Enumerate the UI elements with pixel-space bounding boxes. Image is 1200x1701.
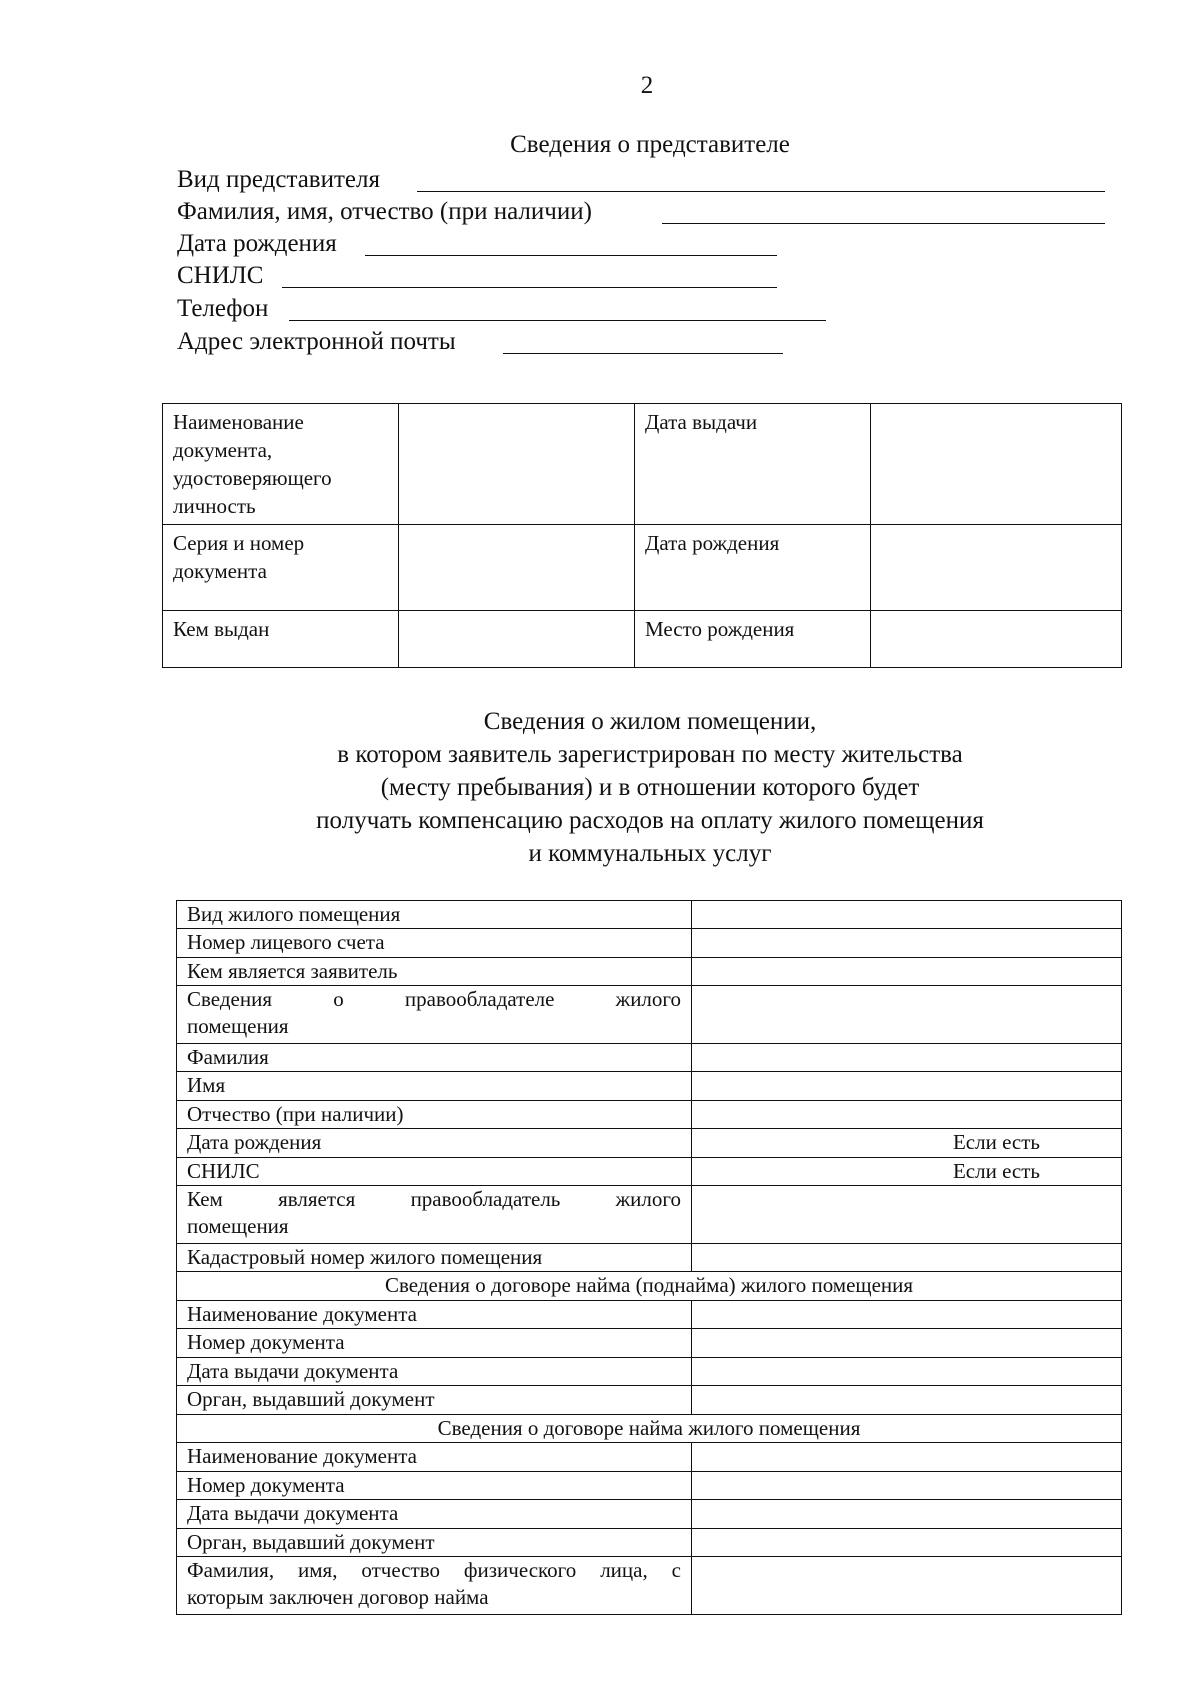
value-issued-by[interactable] xyxy=(399,611,635,668)
title-line: в котором заявитель зарегистрирован по месту жительства xyxy=(337,741,963,768)
row-label: Имя xyxy=(177,1072,692,1101)
row-label: Орган, выдавший документ xyxy=(177,1386,692,1415)
identity-document-table xyxy=(162,403,1122,668)
row-label xyxy=(177,986,692,1044)
table-row xyxy=(177,1329,1122,1358)
page-number: 2 xyxy=(640,72,654,99)
section-heading: Сведения о договоре найма жилого помещения xyxy=(177,1415,1122,1443)
table-row xyxy=(177,1101,1122,1129)
table-row xyxy=(177,1044,1122,1072)
row-label: Наименование документа xyxy=(177,1301,692,1329)
section-heading: Сведения о договоре найма (поднайма) жилого помещения xyxy=(177,1272,1122,1301)
row-value[interactable] xyxy=(692,1244,1122,1272)
row-label: СНИЛС xyxy=(177,1158,692,1186)
title-line: и коммунальных услуг xyxy=(528,840,772,867)
field-representative-snils xyxy=(177,261,263,291)
fill-line[interactable] xyxy=(289,320,826,321)
row-value[interactable] xyxy=(692,1186,1122,1244)
field-representative-type xyxy=(177,165,380,195)
row-label: Кем является заявитель xyxy=(177,958,692,986)
field-representative-full-name xyxy=(177,197,592,227)
table-row xyxy=(177,1244,1122,1272)
row-value[interactable] xyxy=(692,1329,1122,1358)
row-label: Дата рождения xyxy=(177,1129,692,1158)
row-label xyxy=(177,1557,692,1615)
row-label: Номер документа xyxy=(177,1329,692,1358)
table-row xyxy=(177,1386,1122,1415)
table-row xyxy=(177,929,1122,958)
label-issue-date: Дата выдачи xyxy=(635,404,871,525)
row-value[interactable] xyxy=(692,1072,1122,1101)
row-value[interactable] xyxy=(692,1443,1122,1472)
table-row xyxy=(177,1443,1122,1472)
section-row xyxy=(177,1272,1122,1301)
value-series-number[interactable] xyxy=(399,525,635,611)
field-label: Дата рождения xyxy=(177,230,337,257)
table-row xyxy=(177,1129,1122,1158)
field-representative-phone xyxy=(177,294,268,324)
fill-line[interactable] xyxy=(662,223,1105,224)
representative-section-title: Сведения о представителе xyxy=(510,131,790,158)
row-label: Вид жилого помещения xyxy=(177,901,692,929)
field-label: Адрес электронной почты xyxy=(177,328,456,355)
table-row xyxy=(177,1472,1122,1500)
table-row xyxy=(177,1500,1122,1529)
table-row xyxy=(177,986,1122,1044)
field-label: Фамилия, имя, отчество (при наличии) xyxy=(177,198,592,225)
row-value[interactable] xyxy=(692,1386,1122,1415)
table-row xyxy=(177,1158,1122,1186)
fill-line[interactable] xyxy=(417,191,1105,192)
table-row xyxy=(177,1358,1122,1386)
field-label: Телефон xyxy=(177,295,269,322)
row-label-line: помещения xyxy=(187,1214,289,1238)
table-row xyxy=(177,1557,1122,1615)
label-doc-name: Наименование документа, удостоверяющего личность xyxy=(163,404,399,525)
label-series-number: Серия и номер документа xyxy=(163,525,399,611)
row-value[interactable] xyxy=(692,1301,1122,1329)
housing-section-title xyxy=(0,705,1200,870)
field-representative-email xyxy=(177,327,456,357)
value-birth-date[interactable] xyxy=(871,525,1122,611)
row-label: Орган, выдавший документ xyxy=(177,1529,692,1557)
row-label-line: Сведения о правообладателе жилого xyxy=(187,987,681,1011)
row-label: Дата выдачи документа xyxy=(177,1500,692,1529)
row-value[interactable] xyxy=(692,1472,1122,1500)
row-label: Дата выдачи документа xyxy=(177,1358,692,1386)
table-row xyxy=(177,1072,1122,1101)
table-row xyxy=(177,901,1122,929)
row-label xyxy=(177,1186,692,1244)
row-value[interactable] xyxy=(692,1500,1122,1529)
title-line: Сведения о жилом помещении, xyxy=(483,708,817,735)
field-representative-birth-date xyxy=(177,229,337,259)
row-label-line: Кем является правообладатель жилого xyxy=(187,1187,681,1211)
title-line: (месту пребывания) и в отношении которого будет xyxy=(380,774,920,801)
row-value[interactable] xyxy=(692,1529,1122,1557)
housing-table xyxy=(176,900,1122,1615)
field-label: Вид представителя xyxy=(177,166,380,193)
value-doc-name[interactable] xyxy=(399,404,635,525)
row-value[interactable] xyxy=(692,986,1122,1044)
row-label-line: которым заключен договор найма xyxy=(187,1585,489,1609)
fill-line[interactable] xyxy=(503,353,783,354)
row-label: Фамилия xyxy=(177,1044,692,1072)
row-value[interactable] xyxy=(692,901,1122,929)
table-row xyxy=(177,958,1122,986)
section-row xyxy=(177,1415,1122,1443)
table-row xyxy=(177,1529,1122,1557)
row-value[interactable] xyxy=(692,1358,1122,1386)
value-issue-date[interactable] xyxy=(871,404,1122,525)
row-label: Номер лицевого счета xyxy=(177,929,692,958)
row-value[interactable]: Если есть xyxy=(692,1129,1122,1158)
table-row xyxy=(177,1186,1122,1244)
row-value[interactable]: Если есть xyxy=(692,1158,1122,1186)
row-value[interactable] xyxy=(692,1101,1122,1129)
row-label: Наименование документа xyxy=(177,1443,692,1472)
row-value[interactable] xyxy=(692,1044,1122,1072)
fill-line[interactable] xyxy=(282,287,777,288)
label-birth-place: Место рождения xyxy=(635,611,871,668)
title-line: получать компенсацию расходов на оплату жилого помещения xyxy=(316,807,984,834)
field-label: СНИЛС xyxy=(177,262,264,289)
table-row xyxy=(177,1301,1122,1329)
value-birth-place[interactable] xyxy=(871,611,1122,668)
row-label: Номер документа xyxy=(177,1472,692,1500)
row-value[interactable] xyxy=(692,1557,1122,1615)
row-label-line: Фамилия, имя, отчество физического лица, с xyxy=(187,1558,681,1582)
label-birth-date: Дата рождения xyxy=(635,525,871,611)
fill-line[interactable] xyxy=(365,255,777,256)
row-label-line: помещения xyxy=(187,1014,289,1038)
row-label: Отчество (при наличии) xyxy=(177,1101,692,1129)
row-value[interactable] xyxy=(692,958,1122,986)
row-label: Кадастровый номер жилого помещения xyxy=(177,1244,692,1272)
row-value[interactable] xyxy=(692,929,1122,958)
label-issued-by: Кем выдан xyxy=(163,611,399,668)
